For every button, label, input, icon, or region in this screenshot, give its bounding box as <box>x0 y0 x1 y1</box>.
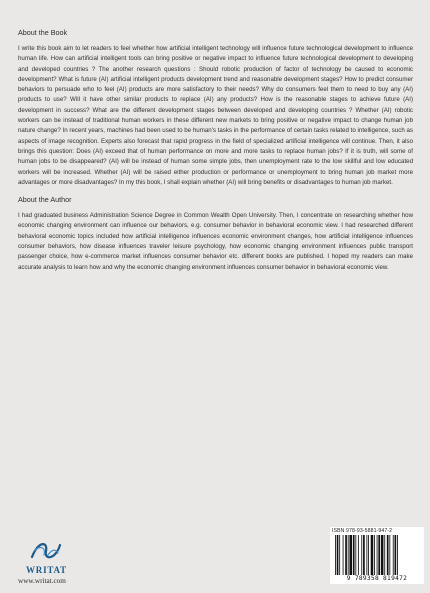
barcode-stripe <box>358 535 359 575</box>
barcode-stripe <box>348 535 349 575</box>
barcode-stripe <box>389 535 390 575</box>
about-author-paragraph: I had graduated business Administration Science Degree in Common Wealth Open University. Then, I concentrate on researching whether how economic changing environment can influence our behaviors, e.g. consumer behavior in behavioral economic view. I had researched different behavioral economic topics included how artificial intelligence influences economic environment changes, how artificial intelligence influences consumer behaviors, how disease influences traveler leisure psychology, how economic changing environment influences public transport passenger choice, how e-commerce market influences consumer behavior etc. different books are published. I hoped my readers can make accurate analysis to learn how and why the economic changing environment influences consumer behavior in behavioral economic view. <box>18 212 413 271</box>
barcode-stripe <box>387 535 389 575</box>
publisher-mark-icon <box>28 537 64 565</box>
barcode-stripe <box>353 535 355 575</box>
about-author-heading: About the Author <box>18 195 72 205</box>
about-book-paragraph: I write this book aim to let readers to feel whether how artificial intelligent technology will influence future technological development to influence human life. How can artificial intelligent tools can bring positive or negative impact to influence future technological development to developing and developed countries ? The another research questions : Should robotic production of factor of technology be caused to economic development? What is future (AI) artificial intelligent products development trend and reasonable development stages? How to predict consumer behaviors to persuade who to feel (AI) products are more satisfactory to their needs? Why do consumers feel them to need to buy any (AI) products to use? Will it have other similar products to replace (AI) any products? How is the reasonable stages to achieve future (AI) development in success? What are the different development stages between developed and developing countries ? Whether (AI) robotic workers can be instead of traditional human workers in these different new markets to bring positive or negative impact to change human job nature change? In recent years, machines had been used to be human's tasks in the performance of certain tasks related to intelligence, such as aspects of image recognition. Experts also forecast that rapid progress in the field of specialized artificial intelligence will continue. Then, it also brings this question: Does (AI) exceed that of human performance on more and more tasks to replace human jobs? If it is truth, will some of human jobs to be disappeared? (AI) will be instead of human some simple jobs, then unemployment rate to the low skillful and low educated workers will be increased. Whether (AI) will be raised either production or performance or unemployment to bring human job market more advantages or more disadvantages? In my this book, I shall explain whether (AI) will bring benefits or disadvantages to human job market. <box>18 45 413 186</box>
barcode-stripe <box>381 535 384 575</box>
barcode-stripe <box>337 535 339 575</box>
barcode-stripe <box>374 535 375 575</box>
barcode-stripe <box>335 535 336 575</box>
barcode-stripe <box>345 535 347 575</box>
barcode-stripe <box>339 535 340 575</box>
barcode-number: 9 789358 819472 <box>346 575 408 582</box>
barcode-stripe <box>361 535 362 575</box>
barcode-stripe <box>395 535 397 575</box>
barcode-stripe <box>349 535 352 575</box>
barcode-stripe <box>368 535 369 575</box>
publisher-logo <box>18 537 78 587</box>
barcode-stripe <box>384 535 385 575</box>
barcode-stripe <box>377 535 378 575</box>
barcode-stripe <box>397 535 398 575</box>
barcode-stripe <box>366 535 367 575</box>
barcode-stripe <box>371 535 374 575</box>
barcode-stripe <box>355 535 356 575</box>
barcode-stripe <box>378 535 380 575</box>
publisher-name: WRITAT <box>26 565 67 575</box>
isbn-label: ISBN 978-93-5881-947-2 <box>332 528 393 534</box>
barcode-stripe <box>393 535 394 575</box>
barcode-stripe <box>343 535 344 575</box>
about-book-heading: About the Book <box>18 28 68 37</box>
isbn-barcode <box>330 527 424 584</box>
barcode-stripe <box>363 535 365 575</box>
barcode-bars <box>335 535 419 575</box>
cover-text <box>18 28 413 273</box>
publisher-url: www.writat.com <box>18 577 66 585</box>
